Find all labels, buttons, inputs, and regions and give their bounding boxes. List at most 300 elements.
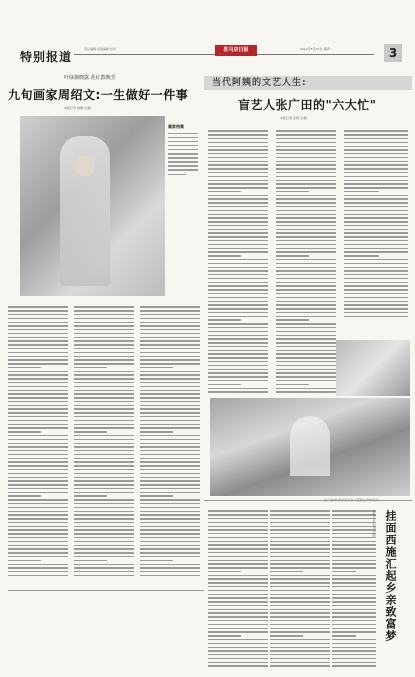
text-line: [276, 384, 309, 385]
text-line: [276, 161, 336, 162]
text-line: [74, 431, 107, 432]
text-line: [74, 480, 134, 481]
text-line: [270, 586, 330, 587]
text-line: [8, 393, 68, 394]
text-line: [276, 202, 336, 203]
text-line: [8, 473, 68, 474]
text-line: [8, 552, 68, 553]
text-line: [276, 297, 336, 298]
text-line: [270, 650, 330, 651]
text-line: [208, 335, 268, 336]
text-line: [332, 654, 376, 655]
text-line: [8, 359, 68, 360]
text-line: [276, 335, 336, 336]
text-line: [140, 431, 173, 432]
text-line: [270, 616, 330, 617]
text-line: [74, 322, 134, 323]
text-line: [208, 282, 268, 283]
text-line: [74, 507, 134, 508]
text-line: [74, 416, 134, 417]
text-line: [208, 323, 268, 324]
text-line: [8, 492, 68, 493]
text-line: [74, 529, 134, 530]
text-line: [8, 378, 68, 379]
text-line: [344, 138, 408, 139]
text-line: [344, 157, 408, 158]
text-line: [168, 153, 198, 155]
text-line: [8, 401, 68, 402]
text-line: [8, 541, 68, 542]
text-line: [74, 435, 134, 436]
text-line: [344, 221, 408, 222]
text-line: [208, 518, 268, 519]
text-line: [332, 594, 376, 595]
text-line: [208, 384, 241, 385]
text-line: [74, 318, 134, 319]
text-line: [208, 575, 268, 576]
right-banner: [204, 76, 412, 90]
text-line: [208, 571, 241, 572]
text-line: [270, 571, 303, 572]
text-line: [208, 134, 268, 135]
text-line: [140, 435, 200, 436]
text-line: [140, 443, 200, 444]
text-line: [208, 544, 268, 545]
text-line: [74, 514, 134, 515]
text-line: [208, 647, 268, 648]
text-line: [74, 503, 134, 504]
text-line: [74, 401, 134, 402]
text-line: [208, 157, 268, 158]
text-line: [74, 526, 134, 527]
text-line: [208, 248, 268, 249]
text-line: [8, 537, 68, 538]
text-line: [208, 522, 268, 523]
text-line: [276, 338, 336, 339]
text-line: [140, 575, 200, 576]
text-line: [270, 522, 330, 523]
text-line: [332, 628, 376, 629]
text-line: [276, 350, 336, 351]
text-line: [332, 662, 376, 663]
text-line: [270, 597, 330, 598]
text-line: [74, 518, 134, 519]
text-line: [270, 533, 330, 534]
left-article: [4, 70, 200, 670]
text-line: [208, 263, 268, 264]
text-line: [344, 259, 408, 260]
text-line: [208, 365, 268, 366]
text-line: [168, 149, 198, 151]
text-line: [208, 251, 268, 252]
text-line: [74, 465, 134, 466]
text-line: [270, 518, 330, 519]
text-line: [8, 465, 68, 466]
text-line: [8, 356, 68, 357]
text-line: [276, 157, 336, 158]
text-line: [270, 609, 330, 610]
text-line: [344, 206, 408, 207]
text-line: [276, 342, 336, 343]
text-line: [74, 382, 134, 383]
left-kicker: 叶绿摘晓露 花红散晚芳: [64, 75, 116, 81]
text-line: [276, 255, 309, 256]
text-line: [276, 142, 336, 143]
text-line: [140, 503, 200, 504]
text-line: [276, 323, 336, 324]
text-line: [8, 363, 68, 364]
header-meta: 责任编辑 版面编辑 校对: [84, 47, 116, 51]
text-line: [140, 352, 200, 353]
text-line: [140, 480, 200, 481]
text-line: [332, 567, 376, 568]
text-line: [208, 202, 268, 203]
text-line: [276, 172, 336, 173]
text-line: [270, 548, 330, 549]
text-line: [8, 533, 68, 534]
text-line: [8, 329, 68, 330]
text-line: [8, 374, 68, 375]
text-line: [208, 327, 268, 328]
text-line: [276, 206, 336, 207]
text-line: [332, 548, 376, 549]
text-line: [332, 586, 376, 587]
bottom-right-title-box: [382, 510, 408, 660]
text-line: [8, 424, 68, 425]
text-line: [140, 314, 200, 315]
text-line: [74, 522, 134, 523]
text-line: [208, 331, 268, 332]
text-line: [332, 609, 376, 610]
text-line: [140, 461, 200, 462]
text-line: [8, 420, 68, 421]
text-line: [140, 511, 200, 512]
text-line: [140, 526, 200, 527]
text-line: [344, 161, 408, 162]
right-article: [204, 70, 412, 502]
left-title: 九旬画家周绍文:一生做好一件事: [8, 88, 189, 102]
text-line: [74, 443, 134, 444]
text-line: [332, 514, 376, 515]
text-line: [208, 388, 268, 389]
bottom-right-article: [204, 500, 412, 675]
text-line: [344, 297, 408, 298]
text-line: [208, 270, 268, 271]
text-line: [8, 518, 68, 519]
text-line: [344, 289, 408, 290]
text-line: [140, 356, 200, 357]
text-line: [344, 164, 408, 165]
text-line: [74, 329, 134, 330]
text-line: [332, 658, 376, 659]
text-line: [208, 601, 268, 602]
text-line: [140, 450, 200, 451]
text-line: [8, 556, 68, 557]
text-line: [74, 408, 134, 409]
text-line: [208, 639, 268, 640]
text-line: [8, 495, 41, 496]
text-line: [74, 473, 134, 474]
text-line: [8, 367, 41, 368]
text-line: [344, 278, 408, 279]
text-line: [168, 174, 186, 176]
text-line: [8, 412, 68, 413]
text-line: [208, 304, 268, 305]
text-line: [208, 255, 241, 256]
text-line: [332, 635, 356, 636]
text-line: [344, 301, 408, 302]
text-line: [74, 458, 134, 459]
text-line: [208, 217, 268, 218]
bottom-right-divider: [204, 500, 412, 501]
br-body-column-2: [270, 508, 330, 669]
text-line: [8, 480, 68, 481]
text-line: [74, 541, 134, 542]
br-body-column-3: [332, 508, 376, 669]
text-line: [8, 427, 68, 428]
text-line: [208, 342, 268, 343]
text-line: [208, 372, 268, 373]
text-line: [344, 153, 408, 154]
text-line: [140, 333, 200, 334]
text-line: [208, 146, 268, 147]
text-line: [74, 390, 134, 391]
text-line: [332, 533, 376, 534]
text-line: [208, 567, 268, 568]
text-line: [140, 374, 200, 375]
text-line: [8, 439, 68, 440]
text-line: [344, 244, 408, 245]
text-line: [270, 529, 330, 530]
text-line: [140, 545, 200, 546]
text-line: [140, 337, 200, 338]
text-line: [276, 293, 336, 294]
text-line: [74, 314, 134, 315]
text-line: [74, 564, 134, 565]
text-line: [332, 582, 376, 583]
text-line: [270, 620, 330, 621]
text-line: [208, 346, 268, 347]
text-line: [8, 408, 68, 409]
text-line: [344, 149, 408, 150]
text-line: [74, 397, 134, 398]
text-line: [276, 195, 336, 196]
text-line: [270, 612, 330, 613]
text-line: [270, 526, 330, 527]
text-line: [208, 221, 268, 222]
text-line: [276, 361, 336, 362]
text-line: [208, 285, 268, 286]
right-banner-text: 当代阿姨的文艺人生:: [212, 78, 307, 88]
text-line: [208, 210, 268, 211]
text-line: [74, 461, 134, 462]
text-line: [208, 376, 268, 377]
text-line: [270, 628, 330, 629]
painter-figure: [60, 136, 110, 286]
text-line: [140, 427, 200, 428]
text-line: [74, 450, 134, 451]
text-line: [344, 180, 408, 181]
text-line: [344, 285, 408, 286]
text-line: [270, 575, 330, 576]
text-line: [344, 282, 408, 283]
text-line: [8, 454, 68, 455]
text-line: [208, 236, 268, 237]
text-line: [276, 214, 336, 215]
text-line: [140, 412, 200, 413]
left-body-column-2: [74, 304, 134, 579]
painter-profile-box: [168, 124, 198, 304]
text-line: [344, 293, 408, 294]
left-body-column-1: [8, 304, 68, 579]
text-line: [344, 274, 408, 275]
text-line: [74, 545, 134, 546]
text-line: [208, 586, 268, 587]
text-line: [208, 361, 268, 362]
text-line: [276, 248, 336, 249]
text-line: [276, 319, 309, 320]
text-line: [344, 229, 408, 230]
text-line: [270, 624, 330, 625]
text-line: [208, 297, 268, 298]
paper-logo: 驻马店日报: [215, 45, 257, 56]
text-line: [332, 612, 376, 613]
text-line: [276, 353, 336, 354]
text-line: [74, 571, 134, 572]
text-line: [8, 514, 68, 515]
text-line: [208, 274, 268, 275]
right-byline: 本报记者 张明 文/图: [280, 116, 307, 120]
text-line: [208, 187, 268, 188]
text-line: [276, 232, 336, 233]
text-line: [74, 567, 134, 568]
text-line: [208, 312, 268, 313]
text-line: [140, 382, 200, 383]
text-line: [74, 363, 134, 364]
text-line: [208, 350, 268, 351]
text-line: [270, 560, 330, 561]
text-line: [140, 420, 200, 421]
text-line: [208, 130, 268, 131]
text-line: [332, 575, 376, 576]
text-line: [332, 522, 376, 523]
text-line: [344, 134, 408, 135]
text-line: [208, 278, 268, 279]
text-line: [140, 363, 200, 364]
text-line: [208, 624, 268, 625]
text-line: [74, 340, 134, 341]
text-line: [276, 229, 336, 230]
text-line: [140, 424, 200, 425]
text-line: [208, 319, 241, 320]
text-line: [332, 560, 376, 561]
text-line: [74, 337, 134, 338]
text-line: [208, 380, 268, 381]
text-line: [276, 301, 336, 302]
text-line: [8, 352, 68, 353]
text-line: [276, 388, 336, 389]
text-line: [208, 161, 268, 162]
text-line: [208, 582, 268, 583]
text-line: [8, 314, 68, 315]
text-line: [8, 325, 68, 326]
text-line: [344, 172, 408, 173]
text-line: [208, 316, 268, 317]
text-line: [74, 367, 107, 368]
text-line: [332, 552, 376, 553]
text-line: [74, 348, 134, 349]
text-line: [208, 605, 268, 606]
text-line: [74, 446, 134, 447]
text-line: [140, 567, 200, 568]
text-line: [8, 306, 68, 307]
text-line: [168, 141, 198, 143]
text-line: [140, 310, 200, 311]
text-line: [344, 130, 408, 131]
text-line: [208, 662, 268, 663]
text-line: [332, 624, 376, 625]
text-line: [140, 367, 173, 368]
text-line: [8, 405, 68, 406]
text-line: [344, 202, 408, 203]
text-line: [8, 340, 68, 341]
text-line: [168, 137, 198, 139]
text-line: [332, 639, 376, 640]
text-line: [140, 529, 200, 530]
text-line: [332, 650, 376, 651]
text-line: [74, 393, 134, 394]
text-line: [344, 176, 408, 177]
text-line: [270, 635, 303, 636]
text-line: [270, 601, 330, 602]
text-line: [276, 244, 336, 245]
text-line: [8, 458, 68, 459]
left-byline: 本报记者 姚增 文/图: [64, 106, 91, 110]
photo-caption: 张广田(中)和乡亲们在一起演出(资料照片): [324, 498, 380, 502]
text-line: [276, 168, 336, 169]
text-line: [168, 161, 198, 163]
text-line: [8, 503, 68, 504]
text-line: [276, 263, 336, 264]
text-line: [208, 353, 268, 354]
text-line: [344, 240, 408, 241]
text-line: [208, 514, 268, 515]
text-line: [276, 270, 336, 271]
text-line: [74, 420, 134, 421]
text-line: [74, 374, 134, 375]
text-line: [208, 665, 268, 666]
text-line: [332, 529, 376, 530]
text-line: [208, 301, 268, 302]
text-line: [140, 371, 200, 372]
text-line: [8, 386, 68, 387]
text-line: [8, 310, 68, 311]
text-line: [140, 488, 200, 489]
text-line: [140, 484, 200, 485]
text-line: [276, 369, 336, 370]
text-line: [8, 511, 68, 512]
bottom-right-byline: 本报记者 刘伟 文/图: [372, 510, 376, 537]
text-line: [344, 142, 408, 143]
text-line: [270, 544, 330, 545]
text-line: [332, 541, 376, 542]
text-line: [140, 533, 200, 534]
text-line: [276, 380, 336, 381]
text-line: [208, 259, 268, 260]
text-line: [276, 176, 336, 177]
text-line: [8, 507, 68, 508]
text-line: [208, 597, 268, 598]
